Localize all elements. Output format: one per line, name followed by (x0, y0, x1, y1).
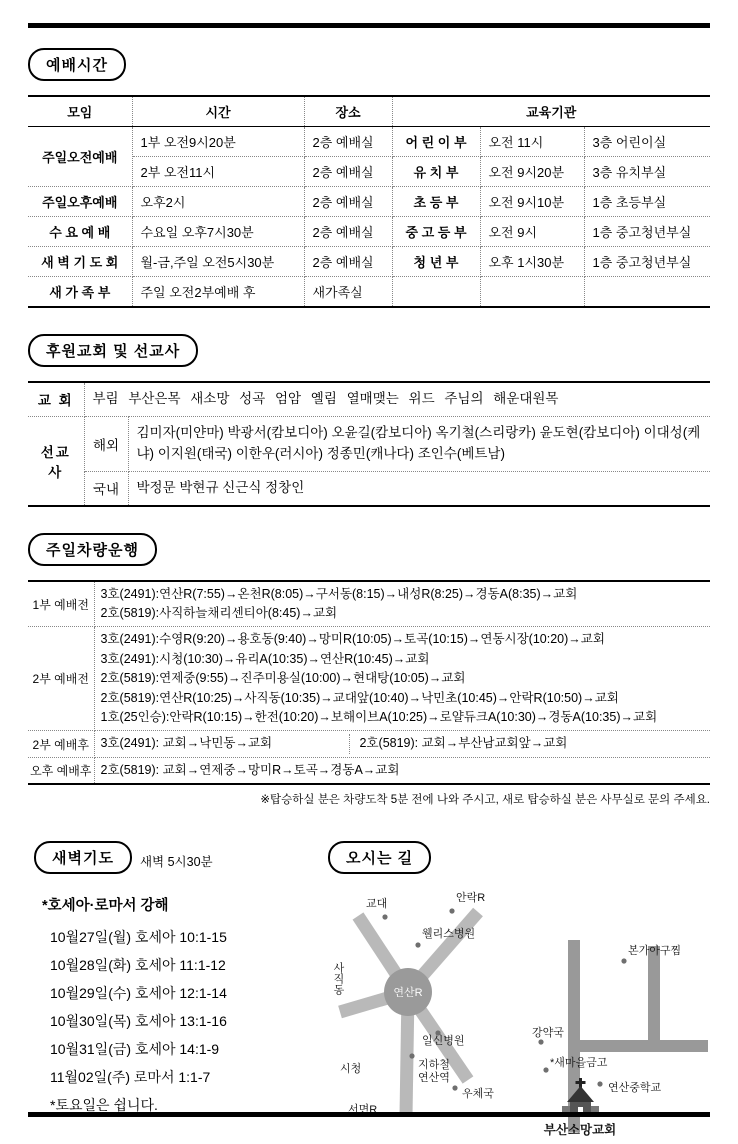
worship-header-meeting: 모임 (28, 96, 132, 127)
dawn-schedule-item: 10월30일(목) 호세아 13:1-16 (50, 1013, 227, 1030)
overseas-label: 해외 (84, 416, 128, 471)
vehicle-group-label: 2부 예배후 (28, 731, 94, 757)
vehicle-route: 3호(2491):연산R(7:55)→온천R(8:05)→구서동(8:15)→내성R(8:25)→경동A(8:35)→교회 (100, 586, 578, 601)
section-worship-times (28, 48, 710, 308)
worship-place: 2층 예배실 (304, 247, 392, 277)
dawn-schedule-item: 10월27일(월) 호세아 10:1-15 (50, 929, 227, 946)
vehicles-section-title: 주일차량운행 (28, 533, 157, 566)
vehicle-route: 1호(25인승):안락R(10:15)→한전(10:20)→보해이브A(10:25)→로얄듀크A(10:30)→경동A(10:35)→교회 (100, 709, 658, 724)
missions-overseas-row (28, 416, 710, 471)
top-rule (28, 23, 710, 28)
section-directions (324, 841, 710, 1141)
worship-row (28, 247, 710, 277)
map-label-pharmacy: 강약국 (532, 1027, 564, 1040)
worship-row (28, 127, 710, 157)
worship-place: 새가족실 (304, 277, 392, 308)
vehicle-group-row (28, 581, 710, 627)
map-label-allakR: 안락R (456, 892, 486, 905)
worship-time: 수요일 오후7시30분 (132, 217, 304, 247)
map-label-church: 부산소망교회 (543, 1123, 617, 1137)
worship-meeting: 수 요 예 배 (28, 217, 132, 247)
church-list: 부림 부산은목 새소망 성곡 엄암 옐림 열매맺는 위드 주님의 해운대원목 (84, 382, 710, 416)
edu-time: 오전 9시20분 (480, 157, 584, 187)
edu-place (584, 277, 710, 308)
edu-name: 유 치 부 (392, 157, 480, 187)
bottom-row (28, 841, 710, 1141)
church-icon (562, 1078, 599, 1116)
map-label-seomyeonR: 서면R (348, 1104, 378, 1117)
missions-section-title: 후원교회 및 선교사 (28, 334, 198, 367)
edu-place: 1층 초등부실 (584, 187, 710, 217)
map-label-ilsin: 일신병원 (422, 1035, 465, 1048)
vehicle-note: ※탑승하실 분은 차량도착 5분 전에 나와 주시고, 새로 탑승하실 분은 사무실로 문의 주세요. (260, 794, 710, 807)
worship-place: 2층 예배실 (304, 127, 392, 157)
edu-time: 오전 11시 (480, 127, 584, 157)
overseas-list: 김미자(미얀마) 박광서(캄보디아) 오윤길(캄보디아) 옥기철(스리랑카) 윤도현(캄보디아) 이대성(케냐) 이지원(태국) 이한우(러시아) 정종민(캐나다) 조인수(베트남) (128, 416, 710, 471)
vehicle-route: 3호(2491):수영R(9:20)→용호동(9:40)→망미R(10:05)→토곡(10:15)→연동시장(10:20)→교회 (100, 632, 605, 647)
worship-row (28, 187, 710, 217)
edu-place: 1층 중고청년부실 (584, 217, 710, 247)
vehicle-route: 2호(5819):연제중(9:55)→진주미용실(10:00)→현대탕(10:05)→교회 (100, 671, 466, 686)
edu-name: 청 년 부 (392, 247, 480, 277)
worship-meeting: 새 가 족 부 (28, 277, 132, 308)
dawn-section-title: 새벽기도 (34, 841, 132, 874)
worship-time: 월-금,주일 오전5시30분 (132, 247, 304, 277)
edu-name: 초 등 부 (392, 187, 480, 217)
map-label-saemaul: *새마을금고 (550, 1057, 608, 1070)
worship-time: 2부 오전11시 (132, 157, 304, 187)
dawn-schedule-item: *토요일은 쉽니다. (50, 1097, 158, 1114)
dawn-series-title: *호세아·로마서 강해 (42, 898, 169, 915)
vehicle-group-row (28, 627, 710, 731)
dawn-time: 새벽 5시30분 (139, 855, 213, 870)
edu-name: 어 린 이 부 (392, 127, 480, 157)
domestic-label: 국내 (84, 471, 128, 505)
map-label-middleschool: 연산중학교 (608, 1082, 662, 1095)
vehicle-route: 2호(5819):연산R(10:25)→사직동(10:35)→교대앞(10:40)→낙민초(10:45)→안락R(10:50)→교회 (100, 690, 619, 705)
edu-place: 1층 중고청년부실 (584, 247, 710, 277)
edu-time: 오후 1시30분 (480, 247, 584, 277)
section-dawn-prayer (28, 841, 324, 1141)
vehicle-group-row (28, 757, 710, 784)
worship-place: 2층 예배실 (304, 187, 392, 217)
map (328, 884, 710, 1141)
map-label-sajik: 사직동 (332, 962, 344, 996)
domestic-list: 박정문 박현규 신근식 정창인 (136, 479, 305, 495)
map-label-postoffice: 우체국 (462, 1088, 494, 1101)
worship-meeting: 주일오전예배 (28, 127, 132, 187)
worship-header-time: 시간 (132, 96, 304, 127)
worship-meeting: 주일오후예배 (28, 187, 132, 217)
worship-header-place: 장소 (304, 96, 392, 127)
worship-time: 주일 오전2부예배 후 (132, 277, 304, 308)
map-label-sicheong: 시청 (340, 1063, 362, 1076)
map-label-gyodae: 교대 (366, 898, 388, 911)
map-label-subway-line2: 연산역 (418, 1072, 450, 1085)
bottom-rule (28, 1112, 710, 1117)
worship-place: 2층 예배실 (304, 217, 392, 247)
map-label-subway-line1: 지하철 (418, 1059, 450, 1072)
edu-time: 오전 9시 (480, 217, 584, 247)
map-illustration (328, 884, 710, 1136)
dawn-schedule-list (50, 923, 324, 1119)
missions-table (28, 381, 710, 507)
worship-header-edu: 교육기관 (392, 96, 710, 127)
worship-meeting: 새 벽 기 도 회 (28, 247, 132, 277)
map-label-wellis: 웰리스병원 (422, 928, 476, 941)
missions-church-row (28, 382, 710, 416)
map-label-yeonsanR: 연산R (393, 987, 423, 1000)
worship-time: 1부 오전9시20분 (132, 127, 304, 157)
worship-section-title: 예배시간 (28, 48, 126, 81)
section-missions (28, 334, 710, 507)
edu-name (392, 277, 480, 308)
worship-time: 오후2시 (132, 187, 304, 217)
section-vehicles (28, 533, 710, 807)
worship-row (28, 217, 710, 247)
vehicle-group-label: 2부 예배전 (28, 627, 94, 731)
vehicle-route: 3호(2491):시청(10:30)→유리A(10:35)→연산R(10:45)→교회 (100, 651, 430, 666)
worship-table (28, 95, 710, 308)
vehicle-group-label: 오후 예배후 (28, 757, 94, 784)
vehicle-group-row (28, 731, 710, 757)
worship-row (28, 277, 710, 308)
edu-time (480, 277, 584, 308)
edu-name: 중 고 등 부 (392, 217, 480, 247)
dawn-schedule-item: 10월31일(금) 호세아 14:1-9 (50, 1041, 220, 1058)
edu-place: 3층 어린이실 (584, 127, 710, 157)
missionary-label: 선교사 (28, 416, 84, 505)
church-label: 교 회 (28, 382, 84, 416)
dawn-schedule-item: 11월02일(주) 로마서 1:1-7 (50, 1069, 211, 1086)
vehicle-route: 3호(2491): 교회→낙민동→교회 (100, 736, 273, 751)
dawn-schedule-item: 10월29일(수) 호세아 12:1-14 (50, 985, 227, 1002)
edu-place: 3층 유치부실 (584, 157, 710, 187)
dawn-schedule-item: 10월28일(화) 호세아 11:1-12 (50, 957, 226, 974)
vehicle-route: 2호(5819): 교회→연제중→망미R→토곡→경동A→교회 (100, 762, 400, 777)
map-label-bonga: 본가아구찜 (628, 945, 682, 958)
worship-header-row (28, 96, 710, 127)
vehicle-route: 2호(5819):사직하늘채리센티아(8:45)→교회 (100, 606, 338, 621)
worship-place: 2층 예배실 (304, 157, 392, 187)
edu-time: 오전 9시10분 (480, 187, 584, 217)
directions-section-title: 오시는 길 (328, 841, 431, 874)
missions-domestic-row (28, 471, 710, 505)
vehicle-route: 2호(5819): 교회→부산남교회앞→교회 (349, 734, 705, 753)
vehicle-group-label: 1부 예배전 (28, 581, 94, 627)
vehicle-table (28, 580, 710, 785)
